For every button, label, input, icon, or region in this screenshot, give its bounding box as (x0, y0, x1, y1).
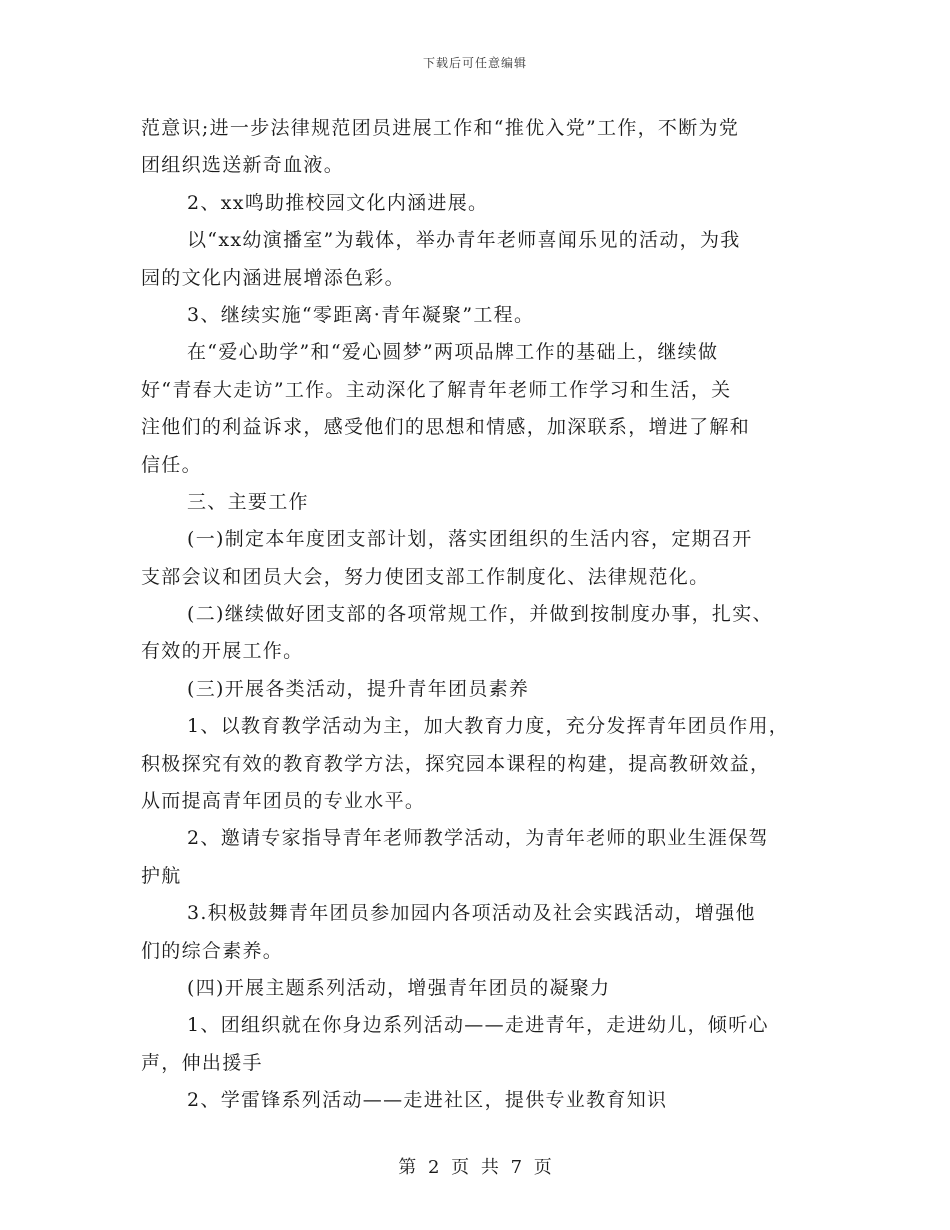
text-line: 注他们的利益诉求，感受他们的思想和情感，加深联系，增进了解和 (141, 416, 751, 439)
text-line: 2、邀请专家指导青年老师教学活动，为青年老师的职业生涯保驾 (187, 827, 769, 850)
text-line: 积极探究有效的教育教学方法，探究园本课程的构建，提高教研效益， (141, 752, 771, 775)
text-line: 2、学雷锋系列活动——走进社区，提供专业教育知识 (187, 1089, 668, 1112)
text-line: 2、xx鸣助推校园文化内涵进展。 (187, 191, 489, 214)
text-line: 1、以教育教学活动为主，加大教育力度，充分发挥青年团员作用， (187, 715, 790, 738)
text-line: 3、继续实施“零距离·青年凝聚”工程。 (187, 303, 535, 326)
text-line: 园的文化内涵进展增添色彩。 (141, 266, 405, 289)
text-line: 三、主要工作 (187, 490, 309, 513)
text-line: (四)开展主题系列活动，增强青年团员的凝聚力 (187, 976, 611, 999)
text-line: (三)开展各类活动，提升青年团员素养 (187, 677, 530, 700)
text-line: 护航 (141, 864, 182, 887)
document-body (141, 110, 811, 1120)
text-line: 信任。 (141, 453, 202, 476)
page-number: 第 2 页 共 7 页 (398, 1157, 552, 1178)
text-line: 范意识;进一步法律规范团员进展工作和“推优入党”工作，不断为党 (141, 117, 740, 139)
text-line: 3.积极鼓舞青年团员参加园内各项活动及社会实践活动，增强他 (187, 902, 756, 925)
text-line: (二)继续做好团支部的各项常规工作，并做到按制度办事，扎实、 (187, 603, 773, 626)
text-line: 声，伸出援手 (141, 1051, 263, 1074)
text-line: 支部会议和团员大会，努力使团支部工作制度化、法律规范化。 (141, 565, 710, 588)
text-line: 在“爱心助学”和“爱心圆梦”两项品牌工作的基础上，继续做 (187, 341, 719, 364)
text-line: 有效的开展工作。 (141, 640, 304, 663)
text-line: (一)制定本年度团支部计划，落实团组织的生活内容，定期召开 (187, 528, 753, 551)
text-line: 1、团组织就在你身边系列活动——走进青年，走进幼儿，倾听心 (187, 1014, 769, 1037)
page-header-note: 下载后可任意编辑 (422, 56, 527, 70)
text-line: 团组织选送新奇血液。 (141, 154, 345, 177)
text-line: 好“青春大走访”工作。主动深化了解青年老师工作学习和生活，关 (141, 378, 732, 401)
text-line: 们的综合素养。 (141, 939, 284, 962)
text-line: 以“xx幼演播室”为载体，举办青年老师喜闻乐见的活动，为我 (187, 229, 741, 252)
text-line: 从而提高青年团员的专业水平。 (141, 790, 426, 813)
